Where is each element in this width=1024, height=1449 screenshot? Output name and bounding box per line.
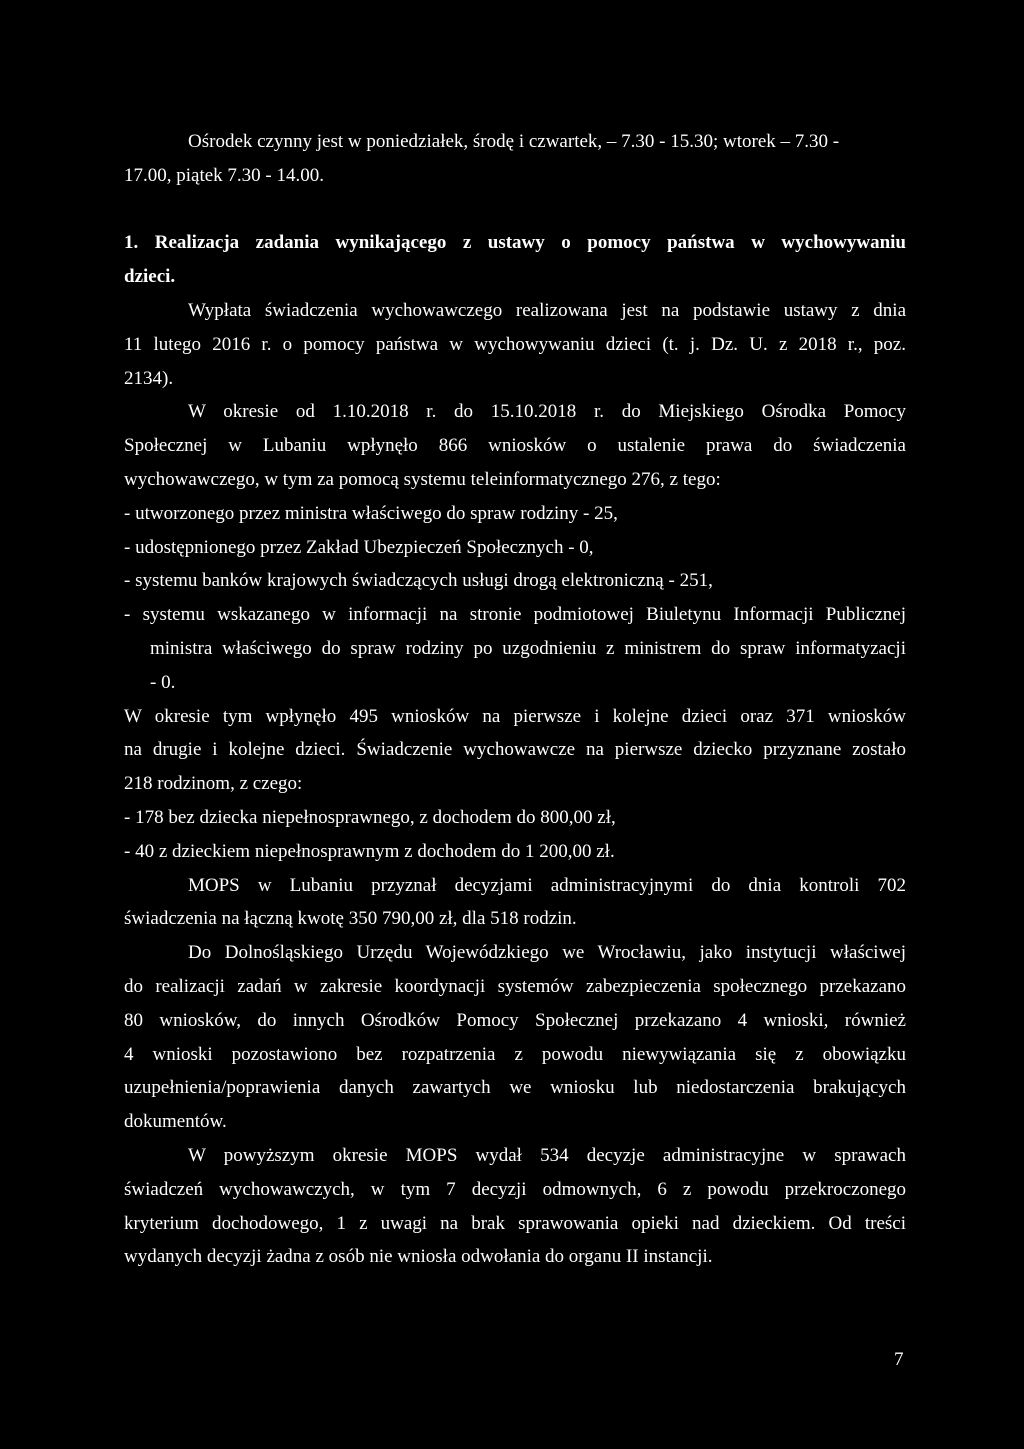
list-item-continuation: ministra właściwego do spraw rodziny po uzgodnieniu z ministrem do spraw informatyzacji [150, 637, 906, 659]
list-item: - 40 z dzieckiem niepełnosprawnym z dochodem do 1 200,00 zł. [124, 840, 615, 862]
text-line: W powyższym okresie MOPS wydał 534 decyzje administracyjne w sprawach [188, 1144, 906, 1166]
list-item: - 178 bez dziecka niepełnosprawnego, z dochodem do 800,00 zł, [124, 806, 616, 828]
text-line: wychowawczego, w tym za pomocą systemu teleinformatycznego 276, z tego: [124, 468, 721, 490]
blank-line [124, 193, 906, 227]
text-line: na drugie i kolejne dzieci. Świadczenie wychowawcze na pierwsze dziecko przyznane zostało [124, 739, 906, 761]
text-line: Społecznej w Lubaniu wpłynęło 866 wniosków o ustalenie prawa do świadczenia [124, 435, 906, 457]
text-line: 218 rodzinom, z czego: [124, 773, 303, 795]
section-heading: dzieci. [124, 266, 176, 288]
text-line: 17.00, piątek 7.30 - 14.00. [124, 164, 325, 186]
text-line: Ośrodek czynny jest w poniedziałek, środę i czwartek, – 7.30 - 15.30; wtorek – 7.30 - [188, 131, 840, 152]
page-number: 7 [894, 1349, 904, 1370]
text-line: Wypłata świadczenia wychowawczego realizowana jest na podstawie ustawy z dnia [188, 299, 906, 321]
text-line: 11 lutego 2016 r. o pomocy państwa w wychowywaniu dzieci (t. j. Dz. U. z 2018 r., poz. [124, 333, 906, 355]
list-item-continuation: - 0. [150, 671, 176, 693]
section-heading: 1. Realizacja zadania wynikającego z ustawy o pomocy państwa w wychowywaniu [124, 232, 906, 254]
text-line: W okresie od 1.10.2018 r. do 15.10.2018 r. do Miejskiego Ośrodka Pomocy [188, 401, 906, 423]
list-item: - systemu banków krajowych świadczących usługi drogą elektroniczną - 251, [124, 570, 713, 592]
text-line: 4 wnioski pozostawiono bez rozpatrzenia z powodu niewywiązania się z obowiązku [124, 1043, 906, 1065]
list-item: - udostępnionego przez Zakład Ubezpieczeń Społecznych - 0, [124, 536, 594, 558]
text-line: 80 wniosków, do innych Ośrodków Pomocy Społecznej przekazano 4 wnioski, również [124, 1009, 906, 1031]
text-line: kryterium dochodowego, 1 z uwagi na brak sprawowania opieki nad dzieckiem. Od treści [124, 1212, 906, 1234]
text-line: dokumentów. [124, 1111, 227, 1133]
text-line: Do Dolnośląskiego Urzędu Wojewódzkiego we Wrocławiu, jako instytucji właściwej [188, 942, 906, 964]
text-line: MOPS w Lubaniu przyznał decyzjami administracyjnymi do dnia kontroli 702 [188, 874, 906, 896]
text-line: 2134). [124, 367, 174, 389]
text-line: świadczeń wychowawczych, w tym 7 decyzji odmownych, 6 z powodu przekroczonego [124, 1178, 906, 1200]
text-line: do realizacji zadań w zakresie koordynacji systemów zabezpieczenia społecznego przekazano [124, 975, 906, 997]
text-line: uzupełnienia/poprawienia danych zawartych we wniosku lub niedostarczenia brakujących [124, 1077, 906, 1099]
text-line: świadczenia na łączną kwotę 350 790,00 zł, dla 518 rodzin. [124, 908, 577, 930]
text-line: W okresie tym wpłynęło 495 wniosków na pierwsze i kolejne dzieci oraz 371 wniosków [124, 705, 906, 727]
document-page [124, 125, 906, 1274]
list-item: - systemu wskazanego w informacji na stronie podmiotowej Biuletynu Informacji Publicznej [124, 604, 906, 626]
text-line: wydanych decyzji żadna z osób nie wniosła odwołania do organu II instancji. [124, 1246, 713, 1268]
list-item: - utworzonego przez ministra właściwego do spraw rodziny - 25, [124, 502, 618, 524]
